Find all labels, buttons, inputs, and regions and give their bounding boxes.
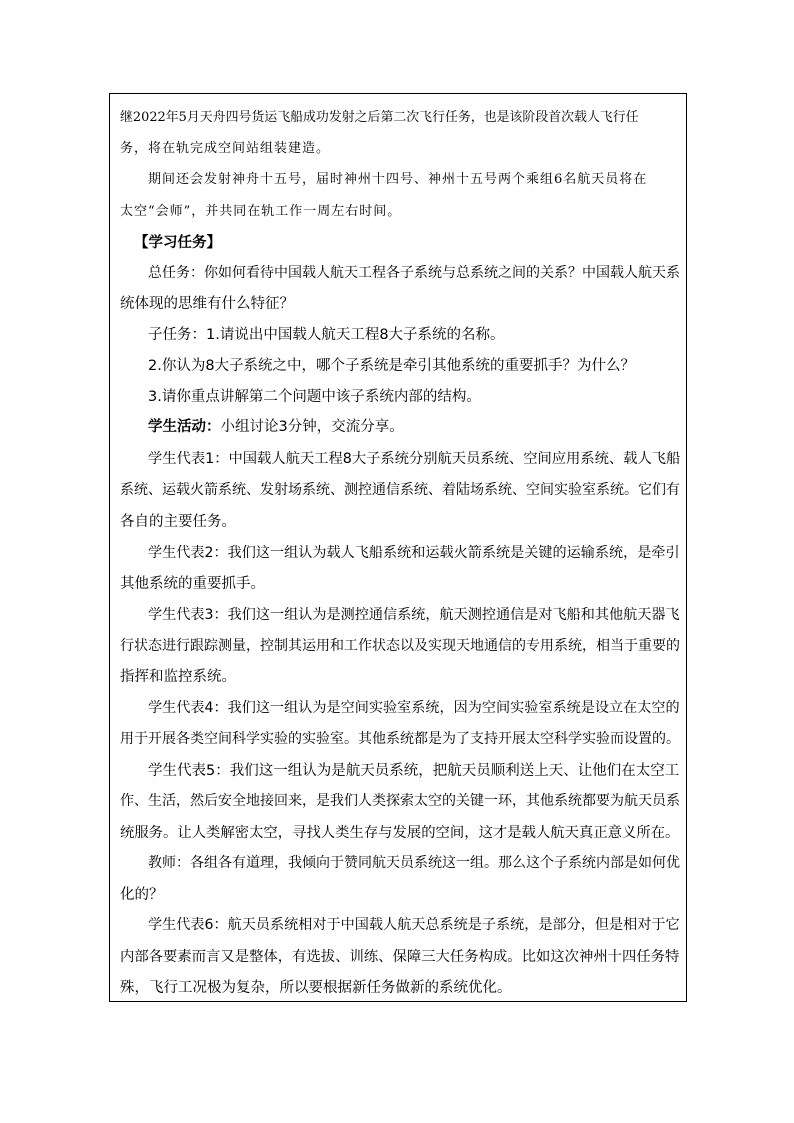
paragraph-line: 用于开展各类空间科学实验的实验室。其他系统都是为了支持开展太空科学实验而设置的。 xyxy=(120,731,680,747)
paragraph-line: 学生代表3：我们这一组认为是测控通信系统，航天测控通信是对飞船和其他航天器飞 xyxy=(148,607,680,623)
intro-line: 务，将在轨完成空间站组装建造。 xyxy=(120,141,331,156)
paragraph-line: 其他系统的重要抓手。 xyxy=(120,576,265,592)
student-activity-line xyxy=(148,415,404,436)
paragraph-line: 总任务：你如何看待中国载人航天工程各子系统与总系统之间的关系？中国载人航天系 xyxy=(148,265,680,281)
paragraph-line: 2.你认为8大子系统之中，哪个子系统是牵引其他系统的重要抓手？为什么？ xyxy=(148,358,636,374)
paragraph-line: 殊，飞行工况极为复杂，所以要根据新任务做新的系统优化。 xyxy=(120,980,512,996)
paragraph-line: 系统、运载火箭系统、发射场系统、测控通信系统、着陆场系统、空间实验室系统。它们有 xyxy=(120,482,680,498)
paragraph-line: 作、生活，然后安全地接回来，是我们人类探索太空的关键一环，其他系统都要为航天员系 xyxy=(120,793,680,809)
intro-line: 期间还会发射神舟十五号，届时神州十四号、神州十五号两个乘组6名航天员将在 xyxy=(148,172,648,187)
intro-line: 太空“会师”，并共同在轨工作一周左右时间。 xyxy=(120,204,402,219)
paragraph-line: 内部各要素而言又是整体，有选拔、训练、保障三大任务构成。比如这次神州十四任务特 xyxy=(120,949,680,965)
paragraph-line: 学生代表4：我们这一组认为是空间实验室系统，因为空间实验室系统是设立在太空的 xyxy=(148,700,680,716)
paragraph-line: 统服务。让人类解密太空，寻找人类生存与发展的空间，这才是载人航天真正意义所在。 xyxy=(120,825,680,841)
student-activity-text: 小组讨论3分钟，交流分享。 xyxy=(220,419,404,435)
paragraph-line: 3.请你重点讲解第二个问题中该子系统内部的结构。 xyxy=(148,389,481,405)
paragraph-line: 各自的主要任务。 xyxy=(120,514,236,530)
student-activity-label: 学生活动： xyxy=(148,419,221,435)
paragraph-line: 学生代表5：我们这一组认为是航天员系统，把航天员顺利送上天、让他们在太空工 xyxy=(148,763,680,779)
content-table-cell xyxy=(109,93,687,1002)
paragraph-line: 化的？ xyxy=(120,887,164,903)
paragraph-line: 教师：各组各有道理，我倾向于赞同航天员系统这一组。那么这个子系统内部是如何优 xyxy=(148,855,680,871)
paragraph-line: 指挥和监控系统。 xyxy=(120,669,236,685)
paragraph-line: 学生代表2：我们这一组认为载人飞船系统和运载火箭系统是关键的运输系统，是牵引 xyxy=(148,545,680,561)
paragraph-line: 学生代表6：航天员系统相对于中国载人航天总系统是子系统，是部分，但是相对于它 xyxy=(148,917,680,933)
paragraph-line: 行状态进行跟踪测量，控制其运用和工作状态以及实现天地通信的专用系统，相当于重要的 xyxy=(120,638,680,654)
paragraph-line: 子任务：1.请说出中国载人航天工程8大子系统的名称。 xyxy=(148,327,505,343)
paragraph-line: 统体现的思维有什么特征？ xyxy=(120,296,294,312)
intro-line: 继2022年5月天舟四号货运飞船成功发射之后第二次飞行任务，也是该阶段首次载人飞行任 xyxy=(120,110,639,125)
paragraph-line: 学生代表1：中国载人航天工程8大子系统分别航天员系统、空间应用系统、载人飞船 xyxy=(148,451,681,467)
section-heading: 【学习任务】 xyxy=(134,235,221,251)
